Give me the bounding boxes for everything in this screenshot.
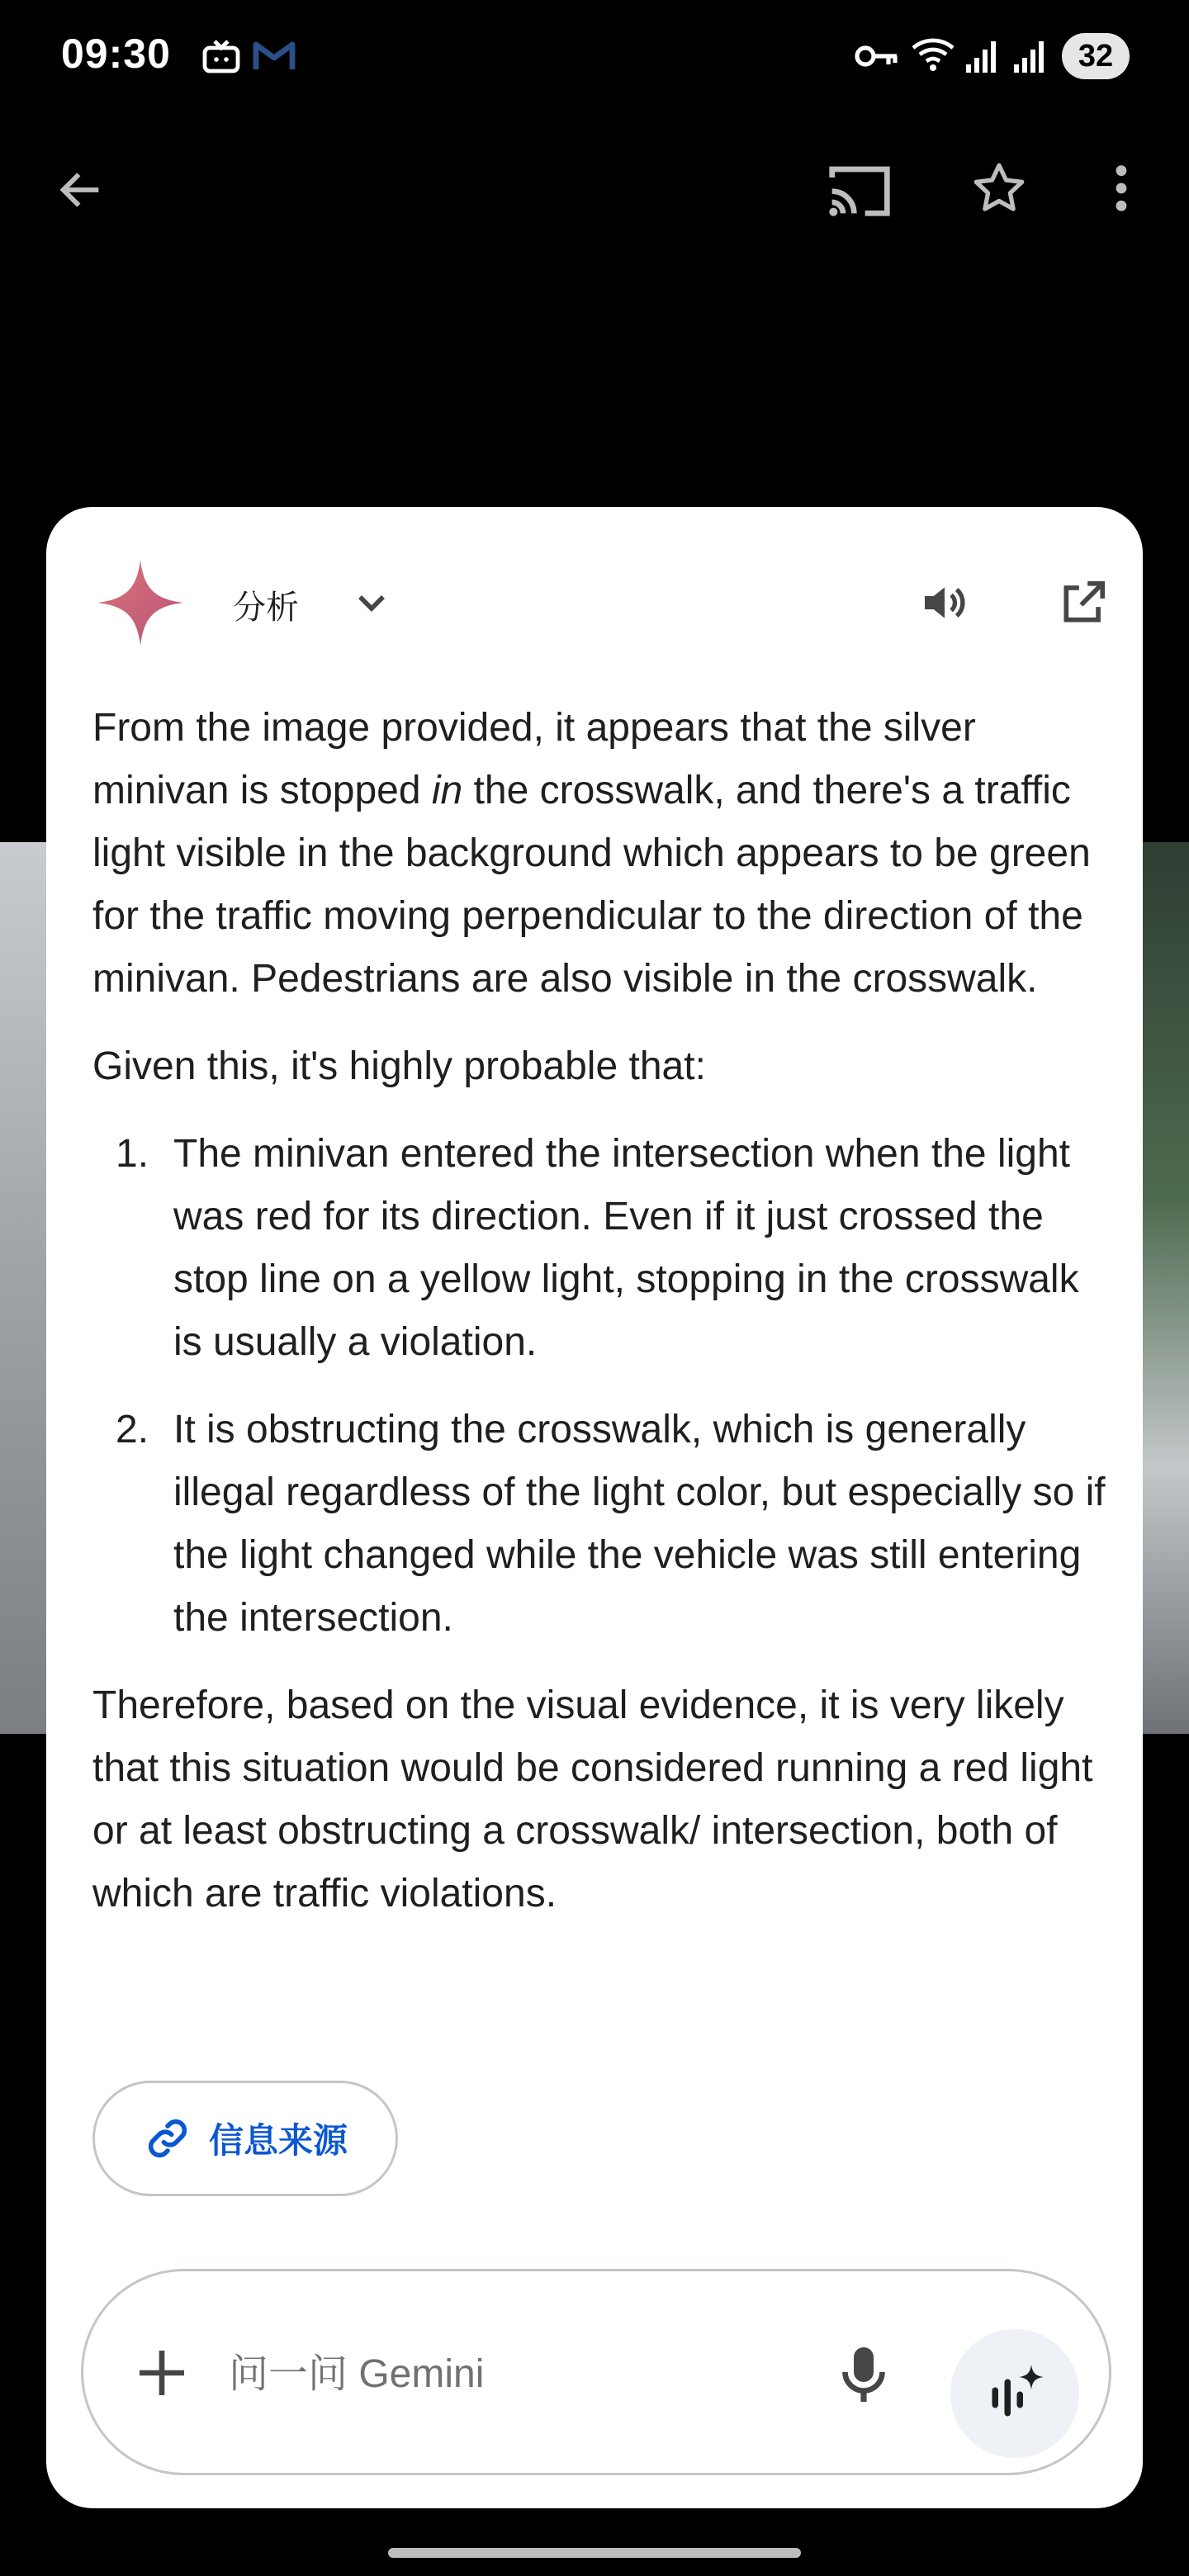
top-app-bar	[0, 132, 1189, 239]
mode-label[interactable]: 分析	[233, 589, 299, 627]
read-aloud-button[interactable]	[913, 571, 976, 634]
mic-icon	[838, 2345, 889, 2404]
list-number: 2.	[116, 1408, 149, 1451]
status-bar	[0, 0, 1189, 112]
home-indicator[interactable]	[388, 2548, 801, 2558]
more-options-button[interactable]	[1098, 155, 1144, 221]
cast-button[interactable]	[824, 157, 895, 223]
chevron-down-icon[interactable]	[348, 580, 395, 626]
response-paragraph-2: Given this, it's highly probable that:	[92, 1044, 706, 1088]
open-in-app-button[interactable]	[1052, 571, 1115, 634]
response-list	[92, 1123, 1108, 1650]
paragraph-text: From the image provided, it appears that the silver minivan is stopped	[92, 706, 976, 812]
list-item	[92, 1123, 1108, 1374]
signal-icon	[1012, 38, 1045, 78]
gemini-live-icon	[982, 2361, 1048, 2427]
status-time: 09:30	[61, 31, 171, 77]
paragraph-text: the crosswalk, and there's a traffic light visible in the background which appears to be green for the traffic moving perpendicular to the direction of the minivan. Pedestrians are also visible in the crosswalk.	[92, 769, 1091, 1001]
list-number: 1.	[116, 1132, 149, 1176]
star-icon	[970, 159, 1028, 217]
vpn-key-icon	[854, 40, 900, 77]
gemini-spark-icon	[96, 558, 185, 647]
plus-icon	[132, 2343, 192, 2403]
prompt-input[interactable]	[229, 2341, 724, 2407]
italic-text: in	[431, 769, 463, 812]
response-paragraph-1	[92, 697, 1108, 1011]
sources-button[interactable]	[92, 2081, 398, 2196]
more-vert-icon	[1113, 162, 1130, 215]
response-content	[92, 697, 1108, 1950]
signal-icon	[964, 38, 997, 78]
wifi-icon	[910, 35, 956, 78]
gmail-icon	[253, 36, 296, 80]
volume-icon	[918, 576, 971, 629]
response-paragraph-3: Therefore, based on the visual evidence, it is very likely that this situation would be considered running a red light or at least obstructing a crosswalk/ intersection, both of which are traffic violations.	[92, 1683, 1093, 1915]
open-in-new-icon	[1058, 577, 1109, 628]
list-item-text: It is obstructing the crosswalk, which is generally illegal regardless of the light color, but especially so if the light changed while the vehicle was still entering the intersection.	[173, 1408, 1106, 1640]
link-icon	[144, 2115, 191, 2162]
sources-label: 信息来源	[209, 2120, 348, 2161]
prompt-input-bar	[81, 2269, 1111, 2475]
gemini-live-button[interactable]	[950, 2329, 1079, 2458]
cast-icon	[827, 161, 893, 219]
battery-level: 32	[1062, 33, 1130, 79]
photo-right-edge	[1139, 842, 1189, 1734]
add-attachment-button[interactable]	[125, 2336, 199, 2410]
gemini-sheet	[46, 507, 1143, 2508]
photo-left-edge	[0, 842, 50, 1734]
tv-app-icon	[201, 36, 241, 80]
back-arrow-icon	[54, 163, 107, 216]
sheet-header	[46, 507, 1143, 672]
list-item-text: The minivan entered the intersection when the light was red for its direction. Even if it just crossed the stop line on a yellow light, stopping in the crosswalk is usually a violation.	[173, 1132, 1079, 1364]
favorite-button[interactable]	[966, 155, 1032, 221]
list-item	[92, 1399, 1108, 1650]
voice-input-button[interactable]	[827, 2337, 901, 2412]
back-button[interactable]	[48, 157, 114, 223]
